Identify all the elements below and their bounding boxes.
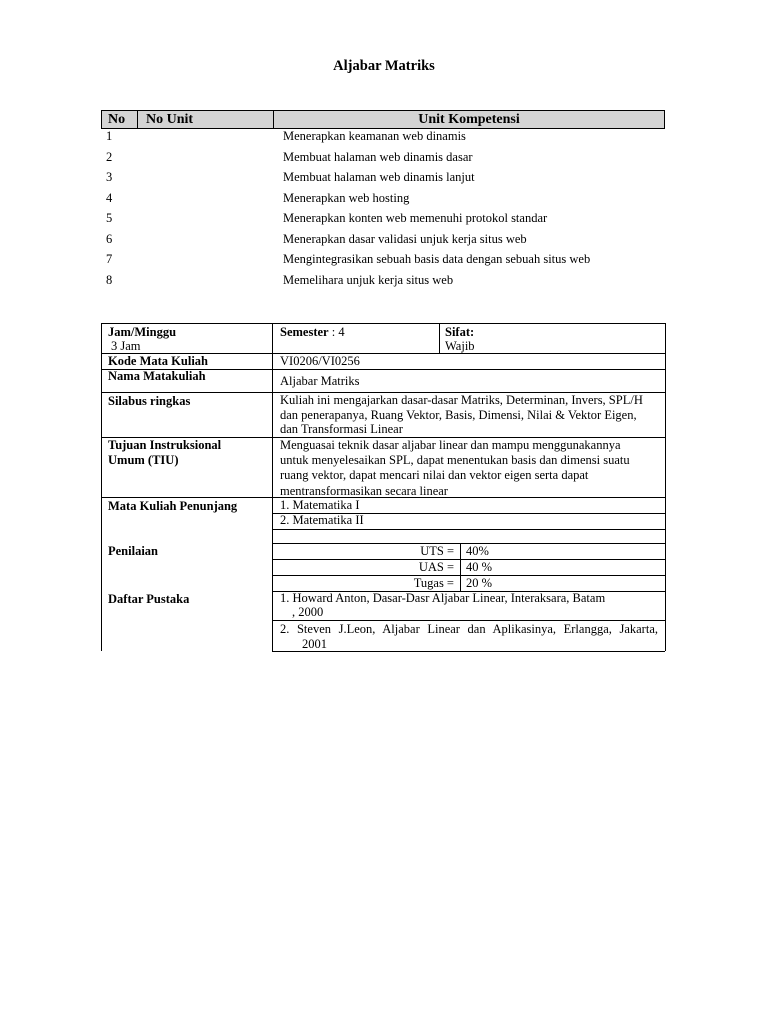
kode-label: Kode Mata Kuliah bbox=[108, 354, 209, 368]
pustaka-item-2-cont: 2001 bbox=[302, 637, 327, 651]
table-row bbox=[101, 252, 665, 273]
silabus-line: dan Transformasi Linear bbox=[280, 422, 403, 436]
table-row bbox=[101, 273, 665, 294]
table-row bbox=[101, 150, 665, 171]
penilaian-divider bbox=[460, 543, 461, 591]
competency-table bbox=[101, 110, 665, 293]
kode-value: VI0206/VI0256 bbox=[280, 354, 360, 368]
row-divider bbox=[272, 620, 665, 621]
jam-minggu-label: Jam/Minggu bbox=[108, 325, 177, 339]
row-number: 5 bbox=[106, 211, 113, 225]
row-unit: Membuat halaman web dinamis lanjut bbox=[283, 170, 475, 184]
table-row bbox=[101, 129, 665, 150]
row-unit: Menerapkan dasar validasi unjuk kerja situs web bbox=[283, 231, 527, 246]
pustaka-item-1: 1. Howard Anton, Dasar-Dasr Aljabar Linear, Interaksara, Batam bbox=[280, 591, 606, 605]
document-title: Aljabar Matriks bbox=[333, 58, 435, 74]
row-number: 8 bbox=[106, 272, 113, 287]
row-number: 7 bbox=[106, 252, 113, 266]
row-number: 3 bbox=[106, 170, 113, 184]
penunjang-label: Mata Kuliah Penunjang bbox=[108, 499, 238, 513]
row-unit: Menerapkan web hosting bbox=[283, 190, 410, 205]
penilaian-value-uas: 40 % bbox=[466, 560, 493, 574]
tiu-label-2: Umum (TIU) bbox=[108, 453, 179, 467]
table-row bbox=[101, 211, 665, 232]
semester-label: Semester bbox=[280, 325, 329, 339]
pustaka-item-2: 2. Steven J.Leon, Aljabar Linear dan Aplikasinya, Erlangga, Jakarta, bbox=[280, 622, 658, 636]
row-unit: Memelihara unjuk kerja situs web bbox=[283, 272, 454, 287]
tiu-line: untuk menyelesaikan SPL, dapat menentukan basis dan dimensi suatu bbox=[280, 453, 630, 467]
top-border bbox=[101, 323, 665, 324]
nama-value: Aljabar Matriks bbox=[280, 374, 360, 388]
penilaian-value-uts: 40% bbox=[466, 544, 489, 558]
pustaka-item-1-cont: , 2000 bbox=[292, 605, 324, 619]
row-number: 6 bbox=[106, 231, 113, 246]
left-border bbox=[101, 323, 102, 651]
row-number: 2 bbox=[106, 149, 113, 164]
penilaian-value-tugas: 20 % bbox=[466, 576, 493, 590]
row-divider bbox=[272, 529, 665, 530]
tiu-label: Tujuan Instruksional bbox=[108, 438, 222, 452]
header-no: No bbox=[102, 111, 138, 128]
table-row bbox=[101, 170, 665, 191]
column-divider bbox=[272, 323, 273, 651]
row-unit: Mengintegrasikan sebuah basis data dengan sebuah situs web bbox=[283, 252, 591, 266]
penilaian-label: Penilaian bbox=[108, 544, 159, 558]
penilaian-name-tugas: Tugas = bbox=[413, 576, 454, 590]
row-unit: Menerapkan konten web memenuhi protokol standar bbox=[283, 211, 548, 225]
pustaka-label: Daftar Pustaka bbox=[108, 592, 190, 606]
row-number: 1 bbox=[106, 129, 113, 143]
table-row bbox=[101, 191, 665, 212]
jam-minggu-value: 3 Jam bbox=[111, 339, 141, 353]
tiu-line: ruang vektor, dapat mencari nilai dan vektor eigen serta dapat bbox=[280, 468, 589, 482]
header-unit-kompetensi: Unit Kompetensi bbox=[418, 112, 520, 127]
nama-label: Nama Matakuliah bbox=[108, 369, 206, 383]
table-row bbox=[101, 232, 665, 253]
sifat-value: Wajib bbox=[445, 339, 475, 353]
sifat-label: Sifat: bbox=[445, 325, 475, 339]
penilaian-name-uts: UTS = bbox=[420, 544, 454, 558]
silabus-line: dan penerapanya, Ruang Vektor, Basis, Dimensi, Nilai & Vektor Eigen, bbox=[280, 408, 637, 422]
row-number: 4 bbox=[106, 190, 113, 205]
row-unit: Membuat halaman web dinamis dasar bbox=[283, 149, 473, 164]
silabus-label: Silabus ringkas bbox=[108, 394, 191, 408]
bottom-border bbox=[272, 651, 665, 652]
semester-cell bbox=[280, 325, 345, 340]
header-no-unit: No Unit bbox=[138, 111, 274, 128]
penunjang-item: 1. Matematika I bbox=[280, 498, 360, 512]
row-unit: Menerapkan keamanan web dinamis bbox=[283, 129, 466, 143]
penunjang-item: 2. Matematika II bbox=[280, 513, 364, 527]
penilaian-name-uas: UAS = bbox=[418, 560, 454, 574]
sifat-divider bbox=[439, 323, 440, 353]
tiu-line: Menguasai teknik dasar aljabar linear dan mampu menggunakannya bbox=[280, 438, 621, 452]
tiu-line: mentransformasikan secara linear bbox=[280, 484, 448, 498]
competency-table-header bbox=[101, 110, 665, 129]
right-border bbox=[665, 323, 666, 651]
silabus-line: Kuliah ini mengajarkan dasar-dasar Matriks, Determinan, Invers, SPL/H bbox=[280, 393, 643, 407]
semester-value: : 4 bbox=[331, 325, 345, 339]
